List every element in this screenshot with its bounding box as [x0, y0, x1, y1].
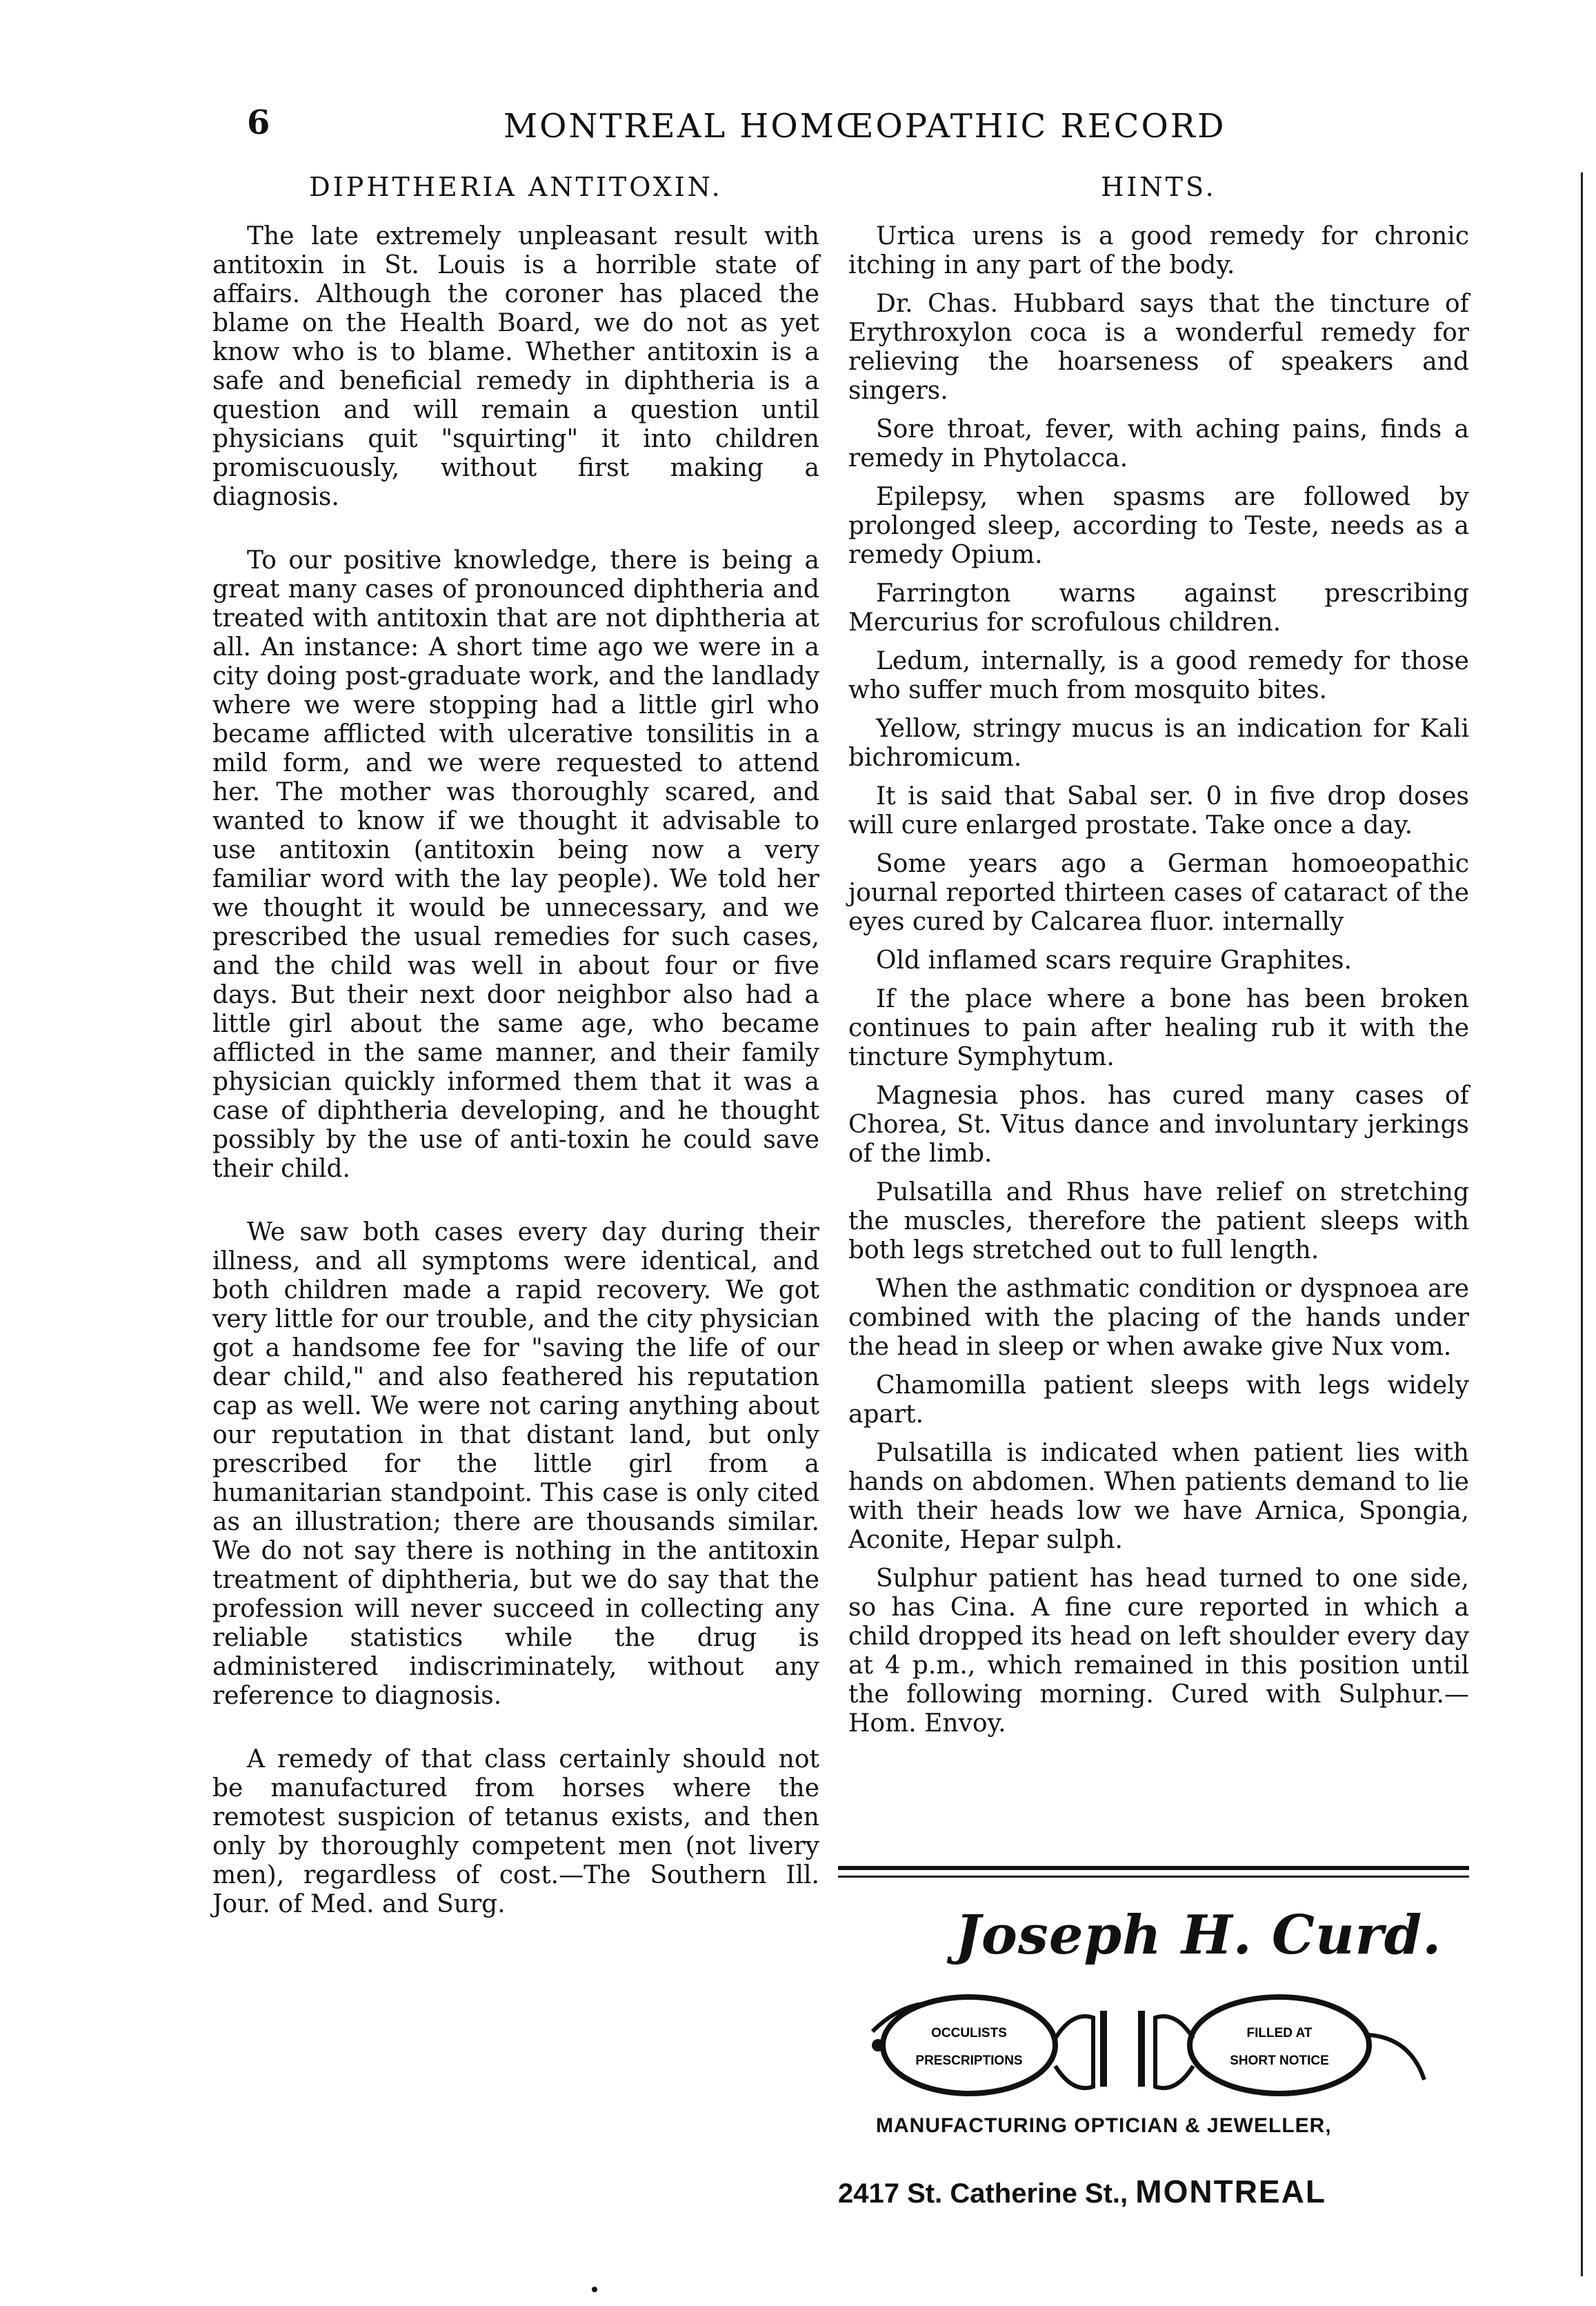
lens-left-bottom-text: PRESCRIPTIONS — [915, 2054, 1023, 2068]
address-street: 2417 St. Catherine St., — [838, 2178, 1128, 2209]
address-city: MONTREAL — [1135, 2174, 1326, 2209]
hint-paragraph: Pulsatilla and Rhus have relief on stretching the muscles, therefore the patient sleeps with both legs stretched out to full length. — [848, 1178, 1469, 1264]
page-number: 6 — [247, 103, 270, 142]
advertiser-address — [838, 2173, 1326, 2210]
right-column — [848, 172, 1469, 1748]
hint-paragraph: If the place where a bone has been broken continues to pain after healing rub it with the tincture Symphytum. — [848, 985, 1469, 1071]
page-edge-line — [1581, 172, 1583, 2276]
hint-paragraph: Dr. Chas. Hubbard says that the tincture of Erythroxylon coca is a wonderful remedy for relieving the hoarseness of speakers and singers. — [848, 290, 1469, 405]
article-paragraph: We saw both cases every day during their illness, and all symptoms were identical, and both children made a rapid recovery. We got very little for our trouble, and the city physician got a handsome fee for "saving the life of our dear child," and also feathered his reputation cap as well. We were not caring anything about our reputation in that distant land, but only prescribed for the little girl from a humanitarian standpoint. This case is only cited as an illustration; there are thousands similar. We do not say there is nothing in the antitoxin treatment of diphtheria, but we do say that the profession will never succeed in collecting any reliable statistics while the drug is administered indiscriminately, without any reference to diagnosis. — [212, 1218, 819, 1710]
advertiser-name: Joseph H. Curd. — [955, 1904, 1442, 1967]
hint-paragraph: It is said that Sabal ser. 0 in five drop doses will cure enlarged prostate. Take once a day. — [848, 782, 1469, 839]
article-title: DIPHTHERIA ANTITOXIN. — [309, 172, 723, 202]
hint-paragraph: Urtica urens is a good remedy for chronic itching in any part of the body. — [848, 222, 1469, 279]
article-paragraph: The late extremely unpleasant result with antitoxin in St. Louis is a horrible state of affairs. Although the coroner has placed the blame on the Health Board, we do not as yet know who is to blame. Whether antitoxin is a safe and beneficial remedy in diphtheria is a question and will remain a question until physicians quit "squirting" it into children promiscuously, without first making a diagnosis. — [212, 222, 819, 511]
hint-paragraph: Some years ago a German homoeopathic journal reported thirteen cases of cataract of the eyes cured by Calcarea fluor. internally — [848, 850, 1469, 936]
lens-left-top-text: OCCULISTS — [931, 2026, 1007, 2040]
lens-right-top-text: FILLED AT — [1246, 2026, 1313, 2040]
section-divider — [838, 1866, 1469, 1878]
article-paragraph: A remedy of that class certainly should not be manufactured from horses where the remotest suspicion of tetanus exists, and then only by thoroughly competent men (not livery men), regardless of cost.—The Southern Ill. Jour. of Med. and Surg. — [212, 1745, 819, 1918]
article-paragraph: To our positive knowledge, there is being a great many cases of pronounced diphtheria and treated with antitoxin that are not diphtheria at all. An instance: A short time ago we were in a city doing post-graduate work, and the landlady where we were stopping had a little girl who became afflicted with ulcerative tonsilitis in a mild form, and we were requested to attend her. The mother was thoroughly scared, and wanted to know if we thought it advisable to use antitoxin (antitoxin being now a very familiar word with the lay people). We told her we thought it would be unnecessary, and we prescribed the usual remedies for such cases, and the child was well in about four or five days. But their next door neighbor also had a little girl about the same age, who became afflicted in the same manner, and their family physician quickly informed them that it was a case of diphtheria developing, and he thought possibly by the use of anti-toxin he could save their child. — [212, 546, 819, 1183]
hint-paragraph: Pulsatilla is indicated when patient lies with hands on abdomen. When patients demand to lie with their heads low we have Arnica, Spongia, Aconite, Hepar sulph. — [848, 1439, 1469, 1554]
lens-right-bottom-text: SHORT NOTICE — [1230, 2054, 1329, 2068]
hint-paragraph: Magnesia phos. has cured many cases of Chorea, St. Vitus dance and involuntary jerkings of the limb. — [848, 1082, 1469, 1168]
optician-advertisement — [838, 1904, 1469, 2207]
divider-thin-rule — [838, 1876, 1469, 1878]
hint-paragraph: Old inflamed scars require Graphites. — [876, 946, 1352, 975]
hint-paragraph: Sulphur patient has head turned to one side, so has Cina. A fine cure reported in which a child dropped its head on left shoulder every day at 4 p.m., which remained in this position until the following morning. Cured with Sulphur.—Hom. Envoy. — [848, 1564, 1469, 1738]
left-column — [212, 172, 819, 1954]
hint-paragraph: Sore throat, fever, with aching pains, finds a remedy in Phytolacca. — [848, 415, 1469, 473]
hint-paragraph: Epilepsy, when spasms are followed by prolonged sleep, according to Teste, needs as a remedy Opium. — [848, 483, 1469, 569]
spectacles-icon — [866, 1983, 1431, 2107]
hint-paragraph: Yellow, stringy mucus is an indication for Kali bichromicum. — [848, 715, 1469, 772]
hint-paragraph: When the asthmatic condition or dyspnoea are combined with the placing of the hands under the head in sleep or when awake give Nux vom. — [848, 1275, 1469, 1361]
divider-thick-rule — [838, 1866, 1469, 1870]
hints-title: HINTS. — [1101, 172, 1217, 202]
hint-paragraph: Ledum, internally, is a good remedy for those who suffer much from mosquito bites. — [848, 647, 1469, 704]
hint-paragraph: Chamomilla patient sleeps with legs widely apart. — [848, 1371, 1469, 1429]
hint-paragraph: Farrington warns against prescribing Mercurius for scrofulous children. — [848, 579, 1469, 637]
running-head: MONTREAL HOMŒOPATHIC RECORD — [503, 107, 1226, 146]
advertiser-tagline: MANUFACTURING OPTICIAN & JEWELLER, — [876, 2114, 1332, 2137]
page-mark — [592, 2287, 597, 2292]
